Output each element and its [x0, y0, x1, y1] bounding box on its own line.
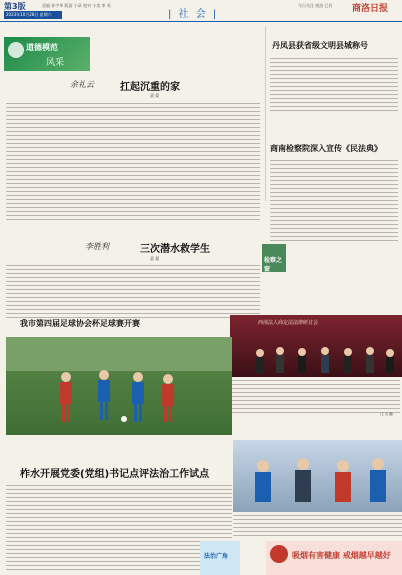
byline-1: 责 晏	[150, 93, 160, 98]
seminar-photo	[230, 315, 402, 377]
date-text: 2023年10月28日 星期六	[6, 12, 52, 17]
right-headline-1: 丹凤县获省级文明县城称号	[272, 41, 368, 50]
students-illustration	[233, 440, 402, 512]
football-headline: 我市第四届足球协会杯足球赛开赛	[20, 319, 140, 328]
procuratorate-badge-label: 检察之窗	[264, 257, 283, 273]
banner-emblem-icon	[8, 42, 24, 58]
banner-title: 道德模范	[26, 43, 58, 52]
football-players-illustration	[6, 337, 232, 435]
author-2: 李胜利	[85, 242, 109, 251]
no-smoking-icon	[270, 545, 288, 563]
students-caption-body	[233, 515, 402, 539]
author-1: 余礼云	[70, 80, 94, 89]
page-number: 第3版	[4, 2, 26, 11]
seminar-photo-label: 西部法人商定法法律研讨会	[258, 320, 319, 326]
right-article-2-body	[270, 160, 398, 244]
seminar-people-illustration	[230, 315, 402, 377]
procuratorate-badge	[262, 244, 286, 272]
column-divider	[265, 26, 266, 201]
header-hint: 今日关注 商洛 已有	[298, 3, 333, 8]
law-corner-badge	[200, 541, 240, 575]
section-title: | 社 会 |	[168, 9, 219, 20]
right-headline-2: 商南检察院深入宣传《民法典》	[270, 144, 382, 153]
bottom-article-body	[6, 485, 232, 573]
law-corner-label: 法治广角	[204, 553, 229, 560]
right-article-1-body	[270, 58, 398, 114]
seminar-caption-byline: (王 宣 摄)	[380, 412, 394, 416]
editor-meta: 责编 孙宇华 版面 小章 校对 小房 审 英	[42, 3, 111, 8]
byline-2: 责 晏	[150, 256, 160, 261]
headline-2: 三次潜水救学生	[140, 244, 210, 255]
page-header	[0, 0, 402, 22]
bottom-headline: 柞水开展党委(党组)书记点评法治工作试点	[20, 469, 210, 480]
banner-slogan: 风采	[46, 58, 65, 68]
article-1-body	[6, 103, 260, 223]
football-photo	[6, 337, 232, 435]
date-badge	[4, 11, 62, 19]
no-smoking-ad	[266, 541, 402, 575]
moral-banner	[4, 37, 90, 71]
seminar-article-body	[230, 380, 400, 416]
headline-1: 扛起沉重的家	[120, 82, 180, 93]
ad-slogan: 吸烟有害健康 戒烟越早越好	[292, 551, 391, 560]
header-rule	[0, 21, 402, 22]
newspaper-logo: 商洛日报	[352, 4, 389, 14]
students-photo	[233, 440, 402, 512]
article-2-body	[6, 265, 260, 321]
